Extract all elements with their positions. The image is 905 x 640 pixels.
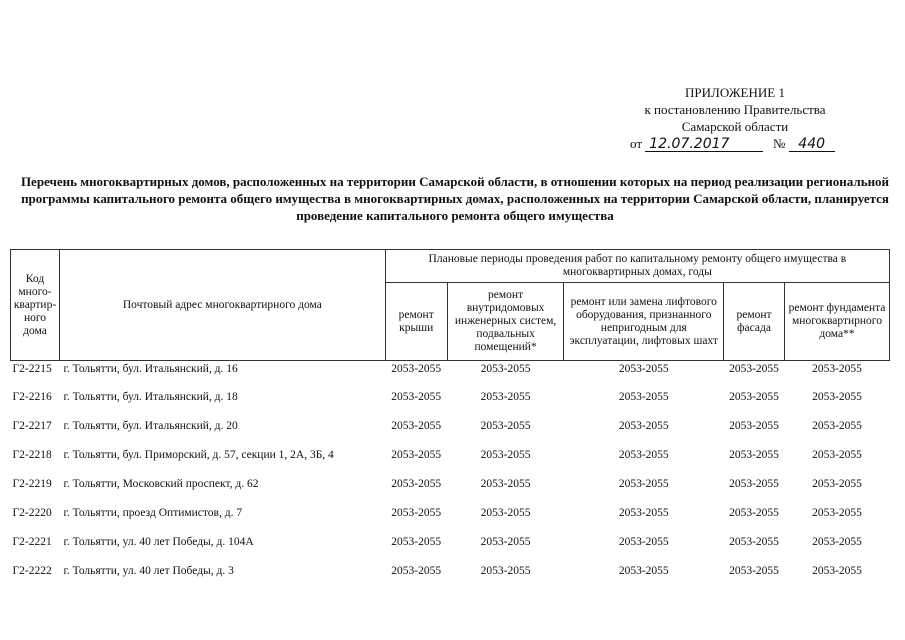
cell-address: г. Тольятти, проезд Оптимистов, д. 7 — [63, 507, 243, 519]
cell-elevator: 2053-2055 — [618, 363, 669, 375]
header-roof: ремонт крыши — [385, 283, 447, 361]
appendix-resolution-line: к постановлению Правительства — [644, 102, 826, 117]
cell-address: г. Тольятти, Московский проспект, д. 62 — [63, 478, 259, 490]
cell-address: г. Тольятти, ул. 40 лет Победы, д. 104А — [63, 536, 254, 548]
cell-facade: 2053-2055 — [729, 420, 779, 432]
header-engineering: ремонт внутридомовых инженерных систем, подвальных помещений* — [447, 283, 564, 361]
table-row — [11, 446, 890, 475]
table-row — [11, 417, 890, 446]
cell-roof: 2053-2055 — [391, 478, 442, 490]
cell-code: Г2-2217 — [12, 420, 52, 432]
cell-foundation: 2053-2055 — [812, 363, 862, 375]
cell-foundation: 2053-2055 — [812, 391, 862, 403]
cell-elevator: 2053-2055 — [618, 478, 669, 490]
cell-roof: 2053-2055 — [391, 536, 442, 548]
cell-code: Г2-2215 — [12, 363, 52, 375]
handwritten-number: 440 — [789, 137, 835, 152]
cell-engineering: 2053-2055 — [480, 363, 531, 375]
cell-elevator: 2053-2055 — [618, 391, 669, 403]
date-prefix: от — [630, 136, 643, 151]
cell-facade: 2053-2055 — [729, 478, 779, 490]
header-foundation: ремонт фундамента многоквартирного дома** — [785, 283, 890, 361]
header-code: Код много-квартир-ного дома — [11, 250, 60, 361]
header-elevator: ремонт или замена лифтового оборудования, признанного непригодным для эксплуатации, лифтовых шахт — [564, 283, 724, 361]
table-row — [11, 562, 890, 591]
appendix-date-number-line — [620, 135, 850, 152]
cell-engineering: 2053-2055 — [480, 507, 531, 519]
cell-address: г. Тольятти, бул. Итальянский, д. 18 — [63, 391, 238, 403]
cell-roof: 2053-2055 — [391, 420, 442, 432]
header-facade: ремонт фасада — [724, 283, 785, 361]
cell-foundation: 2053-2055 — [812, 536, 862, 548]
cell-elevator: 2053-2055 — [618, 565, 669, 577]
buildings-table — [10, 249, 890, 591]
cell-foundation: 2053-2055 — [812, 565, 862, 577]
cell-facade: 2053-2055 — [729, 507, 779, 519]
number-prefix: № — [773, 136, 786, 151]
cell-code: Г2-2222 — [12, 565, 52, 577]
cell-engineering: 2053-2055 — [480, 449, 531, 461]
cell-code: Г2-2221 — [12, 536, 52, 548]
cell-code: Г2-2220 — [12, 507, 52, 519]
cell-elevator: 2053-2055 — [618, 420, 669, 432]
header-periods-group: Плановые периоды проведения работ по капитальному ремонту общего имущества в многоквартирных домах, годы — [385, 250, 889, 283]
table-row — [11, 504, 890, 533]
document-title: Перечень многоквартирных домов, расположенных на территории Самарской области, в отношении которых на период реализации региональной программы капитального ремонта общего имущества в многоквартирных домах, расположенных на территории Самарской области, планируется проведение капитального ремонта общего имущества — [20, 174, 890, 223]
cell-foundation: 2053-2055 — [812, 478, 862, 490]
cell-code: Г2-2218 — [12, 449, 52, 461]
cell-elevator: 2053-2055 — [618, 507, 669, 519]
cell-code: Г2-2216 — [12, 391, 52, 403]
cell-address: г. Тольятти, ул. 40 лет Победы, д. 3 — [63, 565, 234, 577]
handwritten-date: 12.07.2017 — [645, 137, 763, 152]
cell-facade: 2053-2055 — [729, 449, 779, 461]
table-row — [11, 475, 890, 504]
cell-elevator: 2053-2055 — [618, 449, 669, 461]
header-address: Почтовый адрес многоквартирного дома — [59, 250, 385, 361]
cell-engineering: 2053-2055 — [480, 391, 531, 403]
cell-address: г. Тольятти, бул. Итальянский, д. 16 — [63, 363, 238, 375]
cell-engineering: 2053-2055 — [480, 420, 531, 432]
cell-engineering: 2053-2055 — [480, 536, 531, 548]
cell-code: Г2-2219 — [12, 478, 52, 490]
table-row — [11, 361, 890, 389]
cell-engineering: 2053-2055 — [480, 478, 531, 490]
cell-address: г. Тольятти, бул. Итальянский, д. 20 — [63, 420, 238, 432]
cell-roof: 2053-2055 — [391, 391, 442, 403]
cell-facade: 2053-2055 — [729, 536, 779, 548]
cell-address: г. Тольятти, бул. Приморский, д. 57, секции 1, 2А, 3Б, 4 — [63, 449, 334, 461]
cell-roof: 2053-2055 — [391, 507, 442, 519]
cell-foundation: 2053-2055 — [812, 507, 862, 519]
cell-foundation: 2053-2055 — [812, 449, 862, 461]
appendix-title: ПРИЛОЖЕНИЕ 1 — [685, 85, 785, 100]
cell-engineering: 2053-2055 — [480, 565, 531, 577]
cell-roof: 2053-2055 — [391, 449, 442, 461]
appendix-block — [620, 84, 850, 152]
cell-elevator: 2053-2055 — [618, 536, 669, 548]
cell-foundation: 2053-2055 — [812, 420, 862, 432]
cell-roof: 2053-2055 — [391, 565, 442, 577]
table-row — [11, 533, 890, 562]
cell-facade: 2053-2055 — [729, 565, 779, 577]
cell-roof: 2053-2055 — [391, 363, 442, 375]
table-row — [11, 388, 890, 417]
appendix-region-line: Самарской области — [681, 119, 789, 134]
cell-facade: 2053-2055 — [729, 391, 779, 403]
cell-facade: 2053-2055 — [729, 363, 779, 375]
